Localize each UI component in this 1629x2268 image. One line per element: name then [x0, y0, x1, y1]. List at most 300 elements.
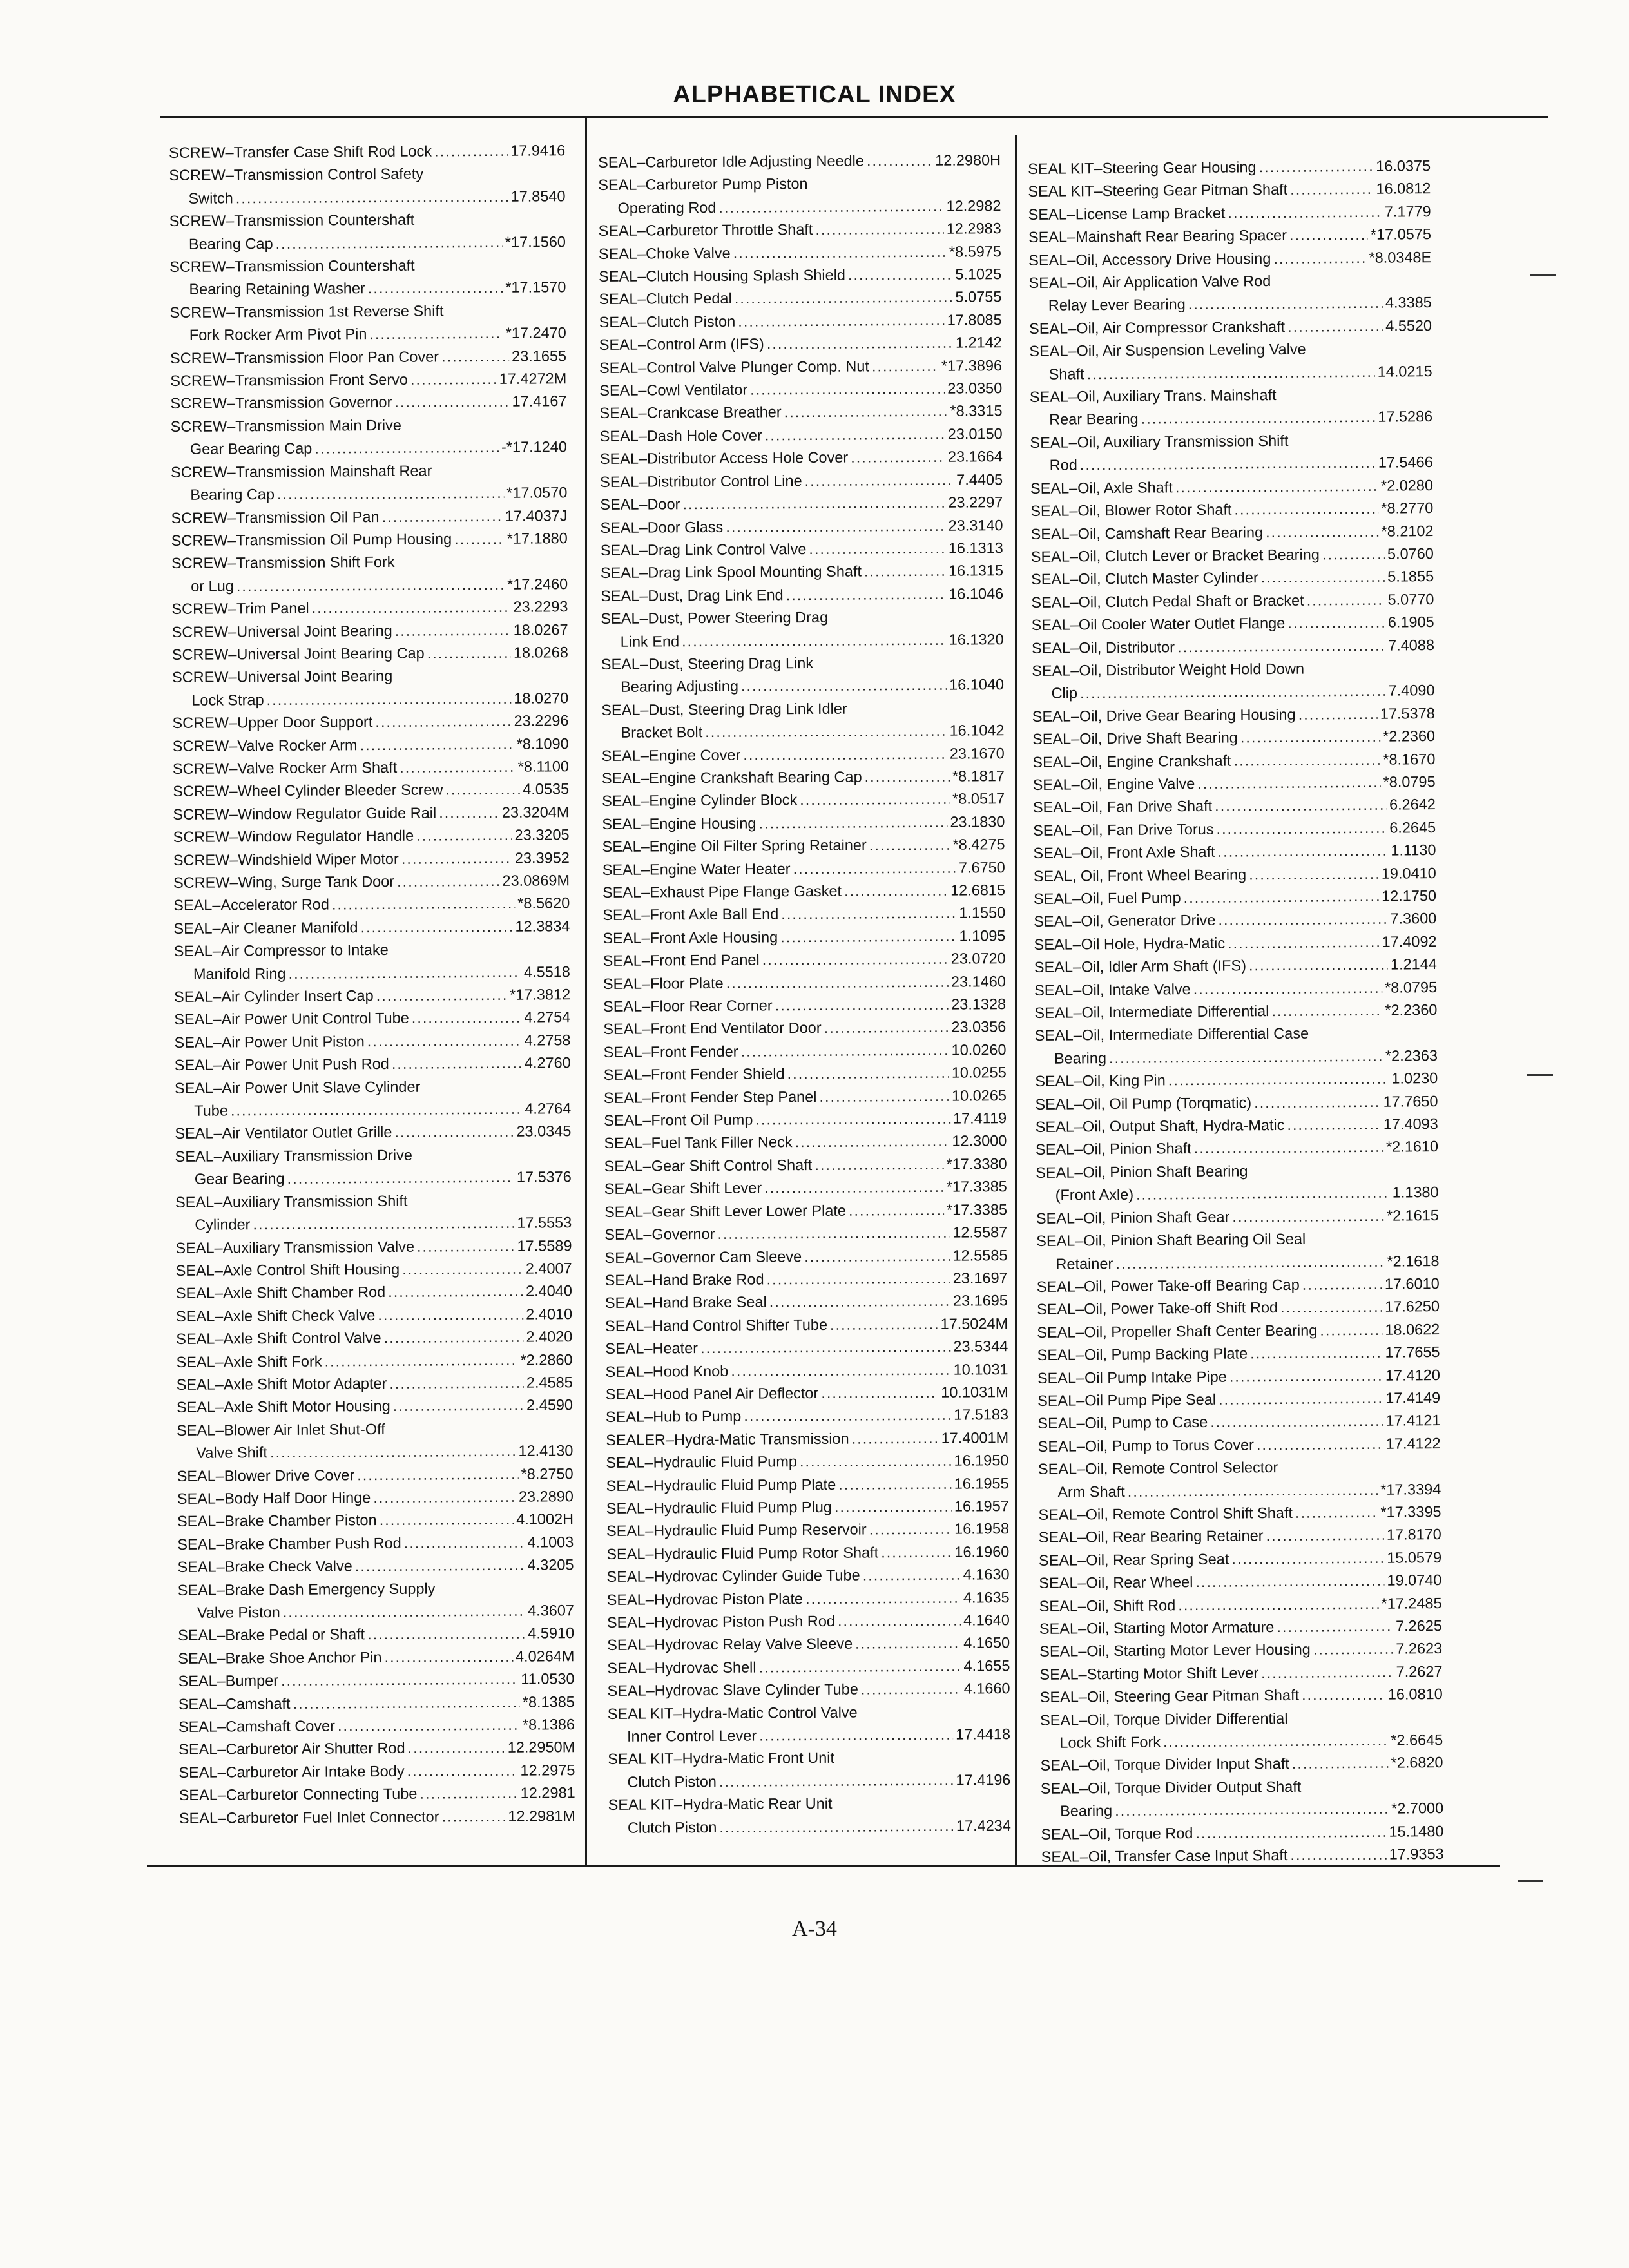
- entry-reference: 5.0755: [955, 288, 1002, 306]
- entry-label: SEAL–Floor Rear Corner: [603, 997, 773, 1015]
- entry-label: (Front Axle): [1055, 1186, 1134, 1204]
- entry-reference: 4.2764: [525, 1100, 572, 1117]
- entry-label: SCREW–Transfer Case Shift Rod Lock: [169, 142, 432, 161]
- entry-label: Bearing Adjusting: [620, 678, 739, 696]
- entry-reference: 12.5587: [952, 1224, 1008, 1241]
- entry-label: SEAL–Body Half Door Hinge: [177, 1489, 371, 1507]
- index-entry-heading: SEAL–Oil, Auxiliary Trans. Mainshaft: [1029, 387, 1277, 406]
- dot-leader: [397, 870, 500, 893]
- dot-leader: [741, 674, 947, 698]
- dot-leader: [1302, 1273, 1382, 1296]
- entry-reference: 7.3600: [1390, 910, 1437, 928]
- entry-reference: 16.0812: [1376, 180, 1431, 198]
- entry-reference: 4.2758: [524, 1032, 571, 1049]
- entry-reference: 18.0622: [1385, 1320, 1440, 1338]
- index-entry-heading: SCREW–Transmission Countershaft: [169, 211, 415, 230]
- dot-leader: [267, 687, 512, 712]
- entry-reference: 4.2760: [524, 1054, 571, 1072]
- entry-label: SEAL–Accelerator Rod: [173, 896, 329, 914]
- dot-leader: [861, 1678, 961, 1701]
- dot-leader: [821, 1381, 938, 1405]
- index-entry: [1038, 1478, 1441, 1504]
- entry-label: SEAL–Oil, Transfer Case Input Shaft: [1041, 1846, 1288, 1865]
- index-entry: [1034, 953, 1437, 979]
- dot-leader: [1320, 1318, 1382, 1341]
- entry-label: SEAL–Carburetor Air Shutter Rod: [178, 1740, 405, 1758]
- dot-leader: [762, 948, 949, 972]
- dot-leader: [454, 528, 505, 551]
- entry-label: SEAL–Oil, Generator Drive: [1034, 912, 1216, 930]
- entry-label: SEAL–Front Axle Ball End: [602, 905, 779, 924]
- entry-label: SEAL–Front Axle Housing: [602, 928, 778, 947]
- entry-reference: 12.6815: [950, 881, 1006, 899]
- entry-label: SEAL–Oil, Starting Motor Lever Housing: [1039, 1641, 1311, 1660]
- dot-leader: [780, 925, 957, 948]
- index-entry: [1030, 406, 1432, 432]
- dot-leader: [852, 1427, 939, 1450]
- entry-label: SEAL–Choke Valve: [598, 244, 731, 262]
- dot-leader: [786, 582, 947, 606]
- entry-reference: *2.1615: [1386, 1206, 1440, 1224]
- index-entry: [171, 481, 567, 506]
- index-entry: [608, 1723, 1010, 1748]
- index-entry: [176, 1303, 572, 1328]
- entry-reference: *17.1880: [506, 530, 568, 547]
- index-entry: [174, 983, 570, 1008]
- dot-leader: [1234, 748, 1381, 772]
- entry-label: SEAL–Oil, Steering Gear Pitman Shaft: [1039, 1686, 1300, 1706]
- entry-label: SEAL–Mainshaft Rear Bearing Spacer: [1028, 227, 1287, 246]
- index-entry: [1030, 520, 1433, 546]
- entry-label: SCREW–Transmission Oil Pan: [171, 508, 380, 526]
- entry-label: SEAL–Oil, Remote Control Shift Shaft: [1038, 1504, 1293, 1523]
- entry-reference: 23.0345: [516, 1122, 572, 1140]
- dot-leader: [360, 916, 512, 939]
- index-entry: [177, 1463, 574, 1488]
- column-divider-1: [585, 116, 587, 1867]
- index-entry: [178, 1599, 574, 1624]
- entry-reference: 4.1655: [963, 1657, 1010, 1675]
- entry-reference: 12.5585: [952, 1246, 1008, 1264]
- entry-label: SEAL–Carburetor Idle Adjusting Needle: [598, 152, 864, 171]
- entry-label: SEAL–Drag Link Control Valve: [600, 540, 807, 559]
- dot-leader: [844, 879, 948, 903]
- index-entry: [601, 719, 1004, 744]
- index-entry: [608, 1814, 1011, 1840]
- index-entry: [1028, 155, 1431, 180]
- dot-leader: [412, 1006, 522, 1030]
- index-entry: [599, 217, 1001, 242]
- dot-leader: [1306, 588, 1385, 611]
- dot-leader: [400, 756, 516, 780]
- index-entry-heading: SCREW–Transmission Control Safety: [169, 165, 424, 184]
- index-entry: [1028, 223, 1431, 249]
- entry-label: Cylinder: [195, 1216, 251, 1233]
- dot-leader: [1080, 452, 1376, 477]
- dot-leader: [787, 1062, 949, 1086]
- index-entry: [175, 1166, 572, 1191]
- index-entry: [171, 573, 568, 598]
- index-entry: [178, 1645, 574, 1670]
- index-entry: [1032, 748, 1435, 774]
- entry-reference: 11.0530: [521, 1670, 575, 1687]
- index-entry: [1033, 816, 1436, 842]
- entry-reference: 17.6250: [1384, 1298, 1440, 1316]
- entry-label: SEAL–Oil, Drive Gear Bearing Housing: [1032, 706, 1296, 725]
- dot-leader: [236, 573, 505, 598]
- index-entry: [173, 892, 570, 918]
- entry-label: Arm Shaft: [1057, 1483, 1125, 1501]
- entry-label: SEAL–Oil, Propeller Shaft Center Bearing: [1037, 1321, 1318, 1341]
- entry-reference: 2.4040: [525, 1282, 572, 1300]
- dot-leader: [375, 710, 511, 734]
- entry-reference: 17.5376: [516, 1168, 572, 1186]
- index-entry: [1039, 1569, 1441, 1595]
- index-entry: [604, 1107, 1007, 1132]
- dot-leader: [864, 560, 946, 583]
- entry-reference: 6.1905: [1387, 613, 1434, 631]
- index-entry: [1034, 885, 1436, 910]
- entry-label: SEAL–Axle Shift Fork: [176, 1352, 322, 1370]
- entry-reference: 4.1650: [963, 1634, 1010, 1651]
- dot-leader: [231, 1098, 523, 1122]
- entry-label: SEAL–Heater: [605, 1340, 699, 1358]
- index-entry: [177, 1439, 573, 1465]
- dot-leader: [740, 1039, 949, 1063]
- dot-leader: [1295, 1501, 1378, 1524]
- entry-label: Gear Bearing: [194, 1170, 285, 1188]
- index-entry: [169, 185, 565, 210]
- index-entry: [602, 902, 1005, 927]
- dot-leader: [824, 1016, 949, 1040]
- dot-leader: [800, 788, 950, 812]
- entry-label: SEAL–Governor: [604, 1225, 715, 1244]
- index-entry: [604, 1175, 1007, 1200]
- entry-reference: 16.1046: [949, 584, 1004, 602]
- entry-reference: *8.4275: [952, 836, 1005, 853]
- entry-reference: 4.1630: [963, 1566, 1010, 1583]
- index-entry: [172, 709, 568, 735]
- entry-reference: *2.2360: [1385, 1001, 1438, 1019]
- dot-leader: [830, 1313, 938, 1336]
- entry-reference: 7.6750: [958, 858, 1005, 876]
- index-entry: [1036, 1181, 1439, 1207]
- entry-reference: 4.1003: [527, 1533, 574, 1551]
- entry-reference: 17.4196: [956, 1771, 1011, 1789]
- index-entry: [1032, 725, 1435, 751]
- index-entry: [1036, 1113, 1438, 1139]
- entry-reference: *8.2750: [521, 1465, 574, 1483]
- index-entry: [178, 1622, 574, 1648]
- index-entry-heading: SEAL–Brake Dash Emergency Supply: [177, 1580, 436, 1599]
- entry-reference: 17.9353: [1389, 1845, 1444, 1863]
- index-column-3: [1028, 155, 1444, 1869]
- entry-reference: 17.5466: [1378, 454, 1433, 472]
- index-entry: [177, 1508, 574, 1533]
- entry-label: Retainer: [1055, 1254, 1113, 1273]
- index-entry: [598, 149, 1001, 174]
- entry-reference: 17.4149: [1385, 1389, 1441, 1407]
- index-entry: [603, 970, 1006, 995]
- entry-label: SEAL–Dust, Drag Link End: [601, 586, 784, 604]
- entry-label: SEAL–Air Ventilator Outlet Grille: [175, 1124, 392, 1142]
- entry-label: SEAL–Engine Cylinder Block: [602, 791, 798, 810]
- dot-leader: [764, 1176, 944, 1200]
- entry-label: SEAL–Hood Panel Air Deflector: [605, 1384, 819, 1403]
- entry-label: SEAL–Oil, Fan Drive Torus: [1033, 820, 1214, 839]
- entry-reference: *17.3896: [941, 356, 1003, 374]
- entry-reference: 23.3205: [514, 826, 570, 843]
- entry-reference: *8.5620: [517, 894, 570, 912]
- entry-label: Shaft: [1048, 365, 1084, 383]
- dot-leader: [1128, 1478, 1378, 1503]
- column-divider-2: [1015, 135, 1017, 1866]
- index-entry: [173, 915, 570, 940]
- entry-label: SEAL–Hydrovac Relay Valve Sleeve: [607, 1635, 853, 1654]
- entry-reference: *8.2770: [1381, 499, 1434, 517]
- entry-reference: 4.1660: [963, 1680, 1010, 1697]
- index-entry: [603, 1016, 1006, 1041]
- dot-leader: [1266, 520, 1379, 544]
- entry-reference: *8.2102: [1381, 522, 1434, 540]
- dot-leader: [718, 195, 943, 220]
- index-entry: [601, 537, 1003, 562]
- entry-label: SEAL–Clutch Pedal: [599, 290, 732, 308]
- entry-reference: 23.1830: [950, 812, 1005, 831]
- entry-label: SEAL–Air Cleaner Manifold: [173, 919, 358, 937]
- index-entry: [171, 505, 567, 530]
- entry-label: SEAL–Oil, Rear Spring Seat: [1038, 1550, 1229, 1569]
- entry-label: Switch: [188, 189, 233, 207]
- entry-reference: 16.0810: [1387, 1686, 1443, 1703]
- entry-label: Bearing Cap: [188, 235, 273, 253]
- index-entry: [178, 1713, 575, 1738]
- entry-label: SEAL–Blower Drive Cover: [177, 1466, 355, 1485]
- index-entry: [607, 1655, 1010, 1680]
- entry-label: SEAL–Front Fender: [603, 1043, 738, 1061]
- index-entry: [1028, 177, 1431, 203]
- index-entry-heading: SEAL–Oil, Torque Divider Differential: [1039, 1709, 1288, 1729]
- entry-reference: *2.1618: [1387, 1252, 1440, 1270]
- entry-reference: 23.3204M: [501, 803, 570, 821]
- index-entry: [1034, 862, 1436, 888]
- entry-label: SEAL–Axle Shift Motor Adapter: [176, 1374, 387, 1393]
- dot-leader: [417, 1235, 515, 1258]
- index-entry-heading: SEAL–Dust, Steering Drag Link: [601, 654, 814, 673]
- index-entry: [1038, 1432, 1441, 1458]
- entry-reference: 16.1957: [954, 1497, 1009, 1515]
- dot-leader: [404, 1531, 525, 1555]
- index-entry: [1037, 1318, 1440, 1344]
- index-entry: [607, 1632, 1010, 1657]
- index-entry: [604, 1153, 1007, 1178]
- dot-leader: [849, 1198, 944, 1222]
- entry-label: SEAL–Oil Hole, Hydra-Matic: [1034, 934, 1226, 953]
- index-entry-heading: SEAL–Carburetor Pump Piston: [598, 175, 808, 194]
- dot-leader: [758, 811, 947, 834]
- index-entry: [1036, 1204, 1439, 1230]
- index-entry-heading: SEAL–Dust, Steering Drag Link Idler: [601, 700, 847, 718]
- entry-reference: 16.1955: [954, 1474, 1009, 1492]
- dot-leader: [838, 1472, 952, 1495]
- entry-label: SEAL–Oil, Pump Backing Plate: [1037, 1345, 1248, 1364]
- entry-reference: 2.4020: [526, 1328, 573, 1345]
- entry-label: SCREW–Windshield Wiper Motor: [173, 850, 399, 869]
- index-entry-heading: SEAL–Oil, Intermediate Differential Case: [1034, 1025, 1309, 1044]
- dot-leader: [1228, 931, 1380, 955]
- entry-reference: 12.2983: [946, 220, 1001, 237]
- dot-leader: [338, 1714, 520, 1738]
- entry-label: Lock Shift Fork: [1059, 1733, 1161, 1751]
- dot-leader: [367, 1622, 525, 1646]
- entry-reference: 12.2981: [520, 1784, 575, 1802]
- entry-label: SEAL–Floor Plate: [602, 974, 724, 992]
- dot-leader: [815, 218, 944, 242]
- dot-leader: [1228, 200, 1382, 224]
- dot-leader: [719, 1769, 954, 1794]
- entry-label: SEAL–Exhaust Pipe Flange Gasket: [602, 882, 842, 901]
- entry-label: SEAL–Front End Ventilator Door: [603, 1019, 822, 1038]
- entry-label: SEAL–Carburetor Fuel Inlet Connector: [178, 1808, 439, 1827]
- dot-leader: [1168, 1068, 1389, 1092]
- entry-label: SEAL–Hydrovac Cylinder Guide Tube: [606, 1566, 860, 1586]
- entry-label: SEAL–Starting Motor Shift Lever: [1039, 1664, 1259, 1683]
- margin-mark: [1518, 1880, 1543, 1882]
- dot-leader: [393, 1394, 525, 1418]
- entry-reference: *17.3380: [946, 1155, 1007, 1173]
- dot-leader: [1215, 794, 1387, 818]
- index-entry: [606, 1541, 1009, 1566]
- entry-label: SEAL–Brake Chamber Piston: [177, 1512, 377, 1530]
- dot-leader: [784, 400, 948, 424]
- index-entry: [170, 345, 566, 370]
- index-entry: [176, 1257, 572, 1282]
- dot-leader: [731, 1358, 950, 1382]
- dot-leader: [419, 1782, 518, 1805]
- entry-label: SEAL–Front End Panel: [602, 951, 760, 970]
- entry-label: SEAL–Carburetor Air Intake Body: [178, 1762, 405, 1781]
- index-entry: [603, 1039, 1006, 1064]
- entry-label: SEAL–Oil, Axle Shaft: [1030, 478, 1173, 497]
- index-entry: [1032, 679, 1434, 705]
- dot-leader: [388, 1280, 523, 1304]
- entry-label: SEAL–Distributor Access Hole Cover: [599, 448, 849, 468]
- entry-reference: 18.0270: [514, 689, 569, 707]
- entry-reference: -*17.1240: [501, 438, 567, 456]
- index-entry: [604, 1084, 1007, 1110]
- index-entry: [177, 1371, 573, 1396]
- dot-leader: [1287, 315, 1383, 339]
- dot-leader: [1234, 497, 1378, 521]
- index-entry: [176, 1325, 572, 1350]
- entry-label: Valve Piston: [197, 1603, 280, 1621]
- entry-reference: 1.1380: [1392, 1184, 1439, 1201]
- dot-leader: [767, 332, 953, 356]
- entry-reference: 16.1950: [954, 1452, 1009, 1469]
- entry-reference: 23.1655: [512, 347, 567, 365]
- index-entry: [178, 1691, 575, 1716]
- index-entry: [169, 276, 566, 302]
- index-entry-heading: SEAL–Auxiliary Transmission Shift: [175, 1192, 408, 1211]
- entry-reference: 7.2627: [1396, 1662, 1443, 1680]
- entry-label: SEAL–Oil, Shift Rod: [1039, 1596, 1176, 1615]
- dot-leader: [781, 902, 956, 926]
- entry-label: SEAL–Axle Shift Motor Housing: [176, 1398, 390, 1416]
- index-entry: [1034, 976, 1437, 1002]
- entry-label: SEAL–Oil Cooler Water Outlet Flange: [1031, 615, 1286, 634]
- entry-label: SEAL KIT–Steering Gear Housing: [1028, 159, 1257, 177]
- entry-reference: 17.5286: [1378, 408, 1433, 426]
- entry-label: SEAL–Oil, Intermediate Differential: [1034, 1003, 1269, 1021]
- index-entry: [177, 1531, 574, 1556]
- dot-leader: [769, 1290, 950, 1314]
- index-entry: [1032, 634, 1434, 660]
- entry-label: SEAL–Drag Link Spool Mounting Shaft: [600, 562, 862, 582]
- dot-leader: [427, 642, 511, 665]
- entry-reference: *17.1560: [505, 233, 566, 251]
- entry-reference: 12.2950M: [507, 1738, 575, 1756]
- entry-reference: 7.4088: [1387, 636, 1435, 654]
- entry-reference: 17.6010: [1384, 1274, 1440, 1293]
- entry-reference: 4.5518: [523, 963, 570, 981]
- entry-reference: 1.1095: [959, 927, 1006, 945]
- entry-label: SEAL–Clutch Housing Splash Shield: [599, 266, 846, 285]
- dot-leader: [1218, 908, 1387, 932]
- index-entry: [602, 765, 1005, 790]
- entry-label: SEAL–Gear Shift Lever Lower Plate: [604, 1202, 847, 1220]
- entry-reference: 12.4130: [518, 1442, 574, 1459]
- entry-reference: 23.2890: [518, 1488, 574, 1505]
- dot-leader: [410, 368, 497, 391]
- dot-leader: [441, 1805, 505, 1829]
- entry-label: SEAL–Oil, Clutch Master Cylinder: [1031, 569, 1258, 588]
- entry-label: SEAL–Hand Control Shifter Tube: [605, 1316, 828, 1334]
- entry-reference: 4.5910: [528, 1624, 575, 1642]
- index-entry: [1029, 314, 1432, 340]
- dot-leader: [1273, 247, 1366, 271]
- dot-leader: [1195, 1570, 1384, 1594]
- entry-reference: 23.5344: [953, 1338, 1008, 1355]
- entry-reference: 6.2645: [1389, 818, 1436, 836]
- entry-reference: 16.1042: [949, 722, 1005, 739]
- entry-reference: *8.0348E: [1369, 248, 1432, 266]
- entry-label: Fork Rocker Arm Pivot Pin: [189, 325, 367, 344]
- dot-leader: [360, 733, 514, 756]
- index-entry: [602, 856, 1005, 881]
- dot-leader: [851, 446, 945, 469]
- entry-reference: *17.2460: [507, 575, 568, 593]
- entry-reference: 17.5183: [953, 1406, 1009, 1424]
- entry-label: Rod: [1049, 456, 1077, 474]
- dot-leader: [1136, 1182, 1390, 1206]
- dot-leader: [1302, 1684, 1385, 1707]
- entry-reference: 12.3834: [515, 918, 570, 935]
- entry-label: SEAL–Oil, Accessory Drive Housing: [1028, 249, 1271, 269]
- entry-reference: *2.1610: [1385, 1138, 1439, 1156]
- index-entry: [1030, 451, 1433, 477]
- index-entry: [600, 445, 1003, 470]
- entry-label: SEAL–Distributor Control Line: [600, 472, 802, 490]
- dot-leader: [355, 1554, 525, 1578]
- index-entry: [173, 733, 569, 758]
- entry-reference: 17.4119: [952, 1110, 1007, 1127]
- index-entry: [175, 1097, 571, 1122]
- dot-leader: [867, 149, 932, 173]
- entry-label: SCREW–Window Regulator Guide Rail: [173, 804, 437, 823]
- entry-label: SEAL–Air Power Unit Push Rod: [174, 1055, 389, 1074]
- entry-reference: 5.1025: [955, 265, 1002, 283]
- entry-reference: *2.2860: [520, 1350, 573, 1369]
